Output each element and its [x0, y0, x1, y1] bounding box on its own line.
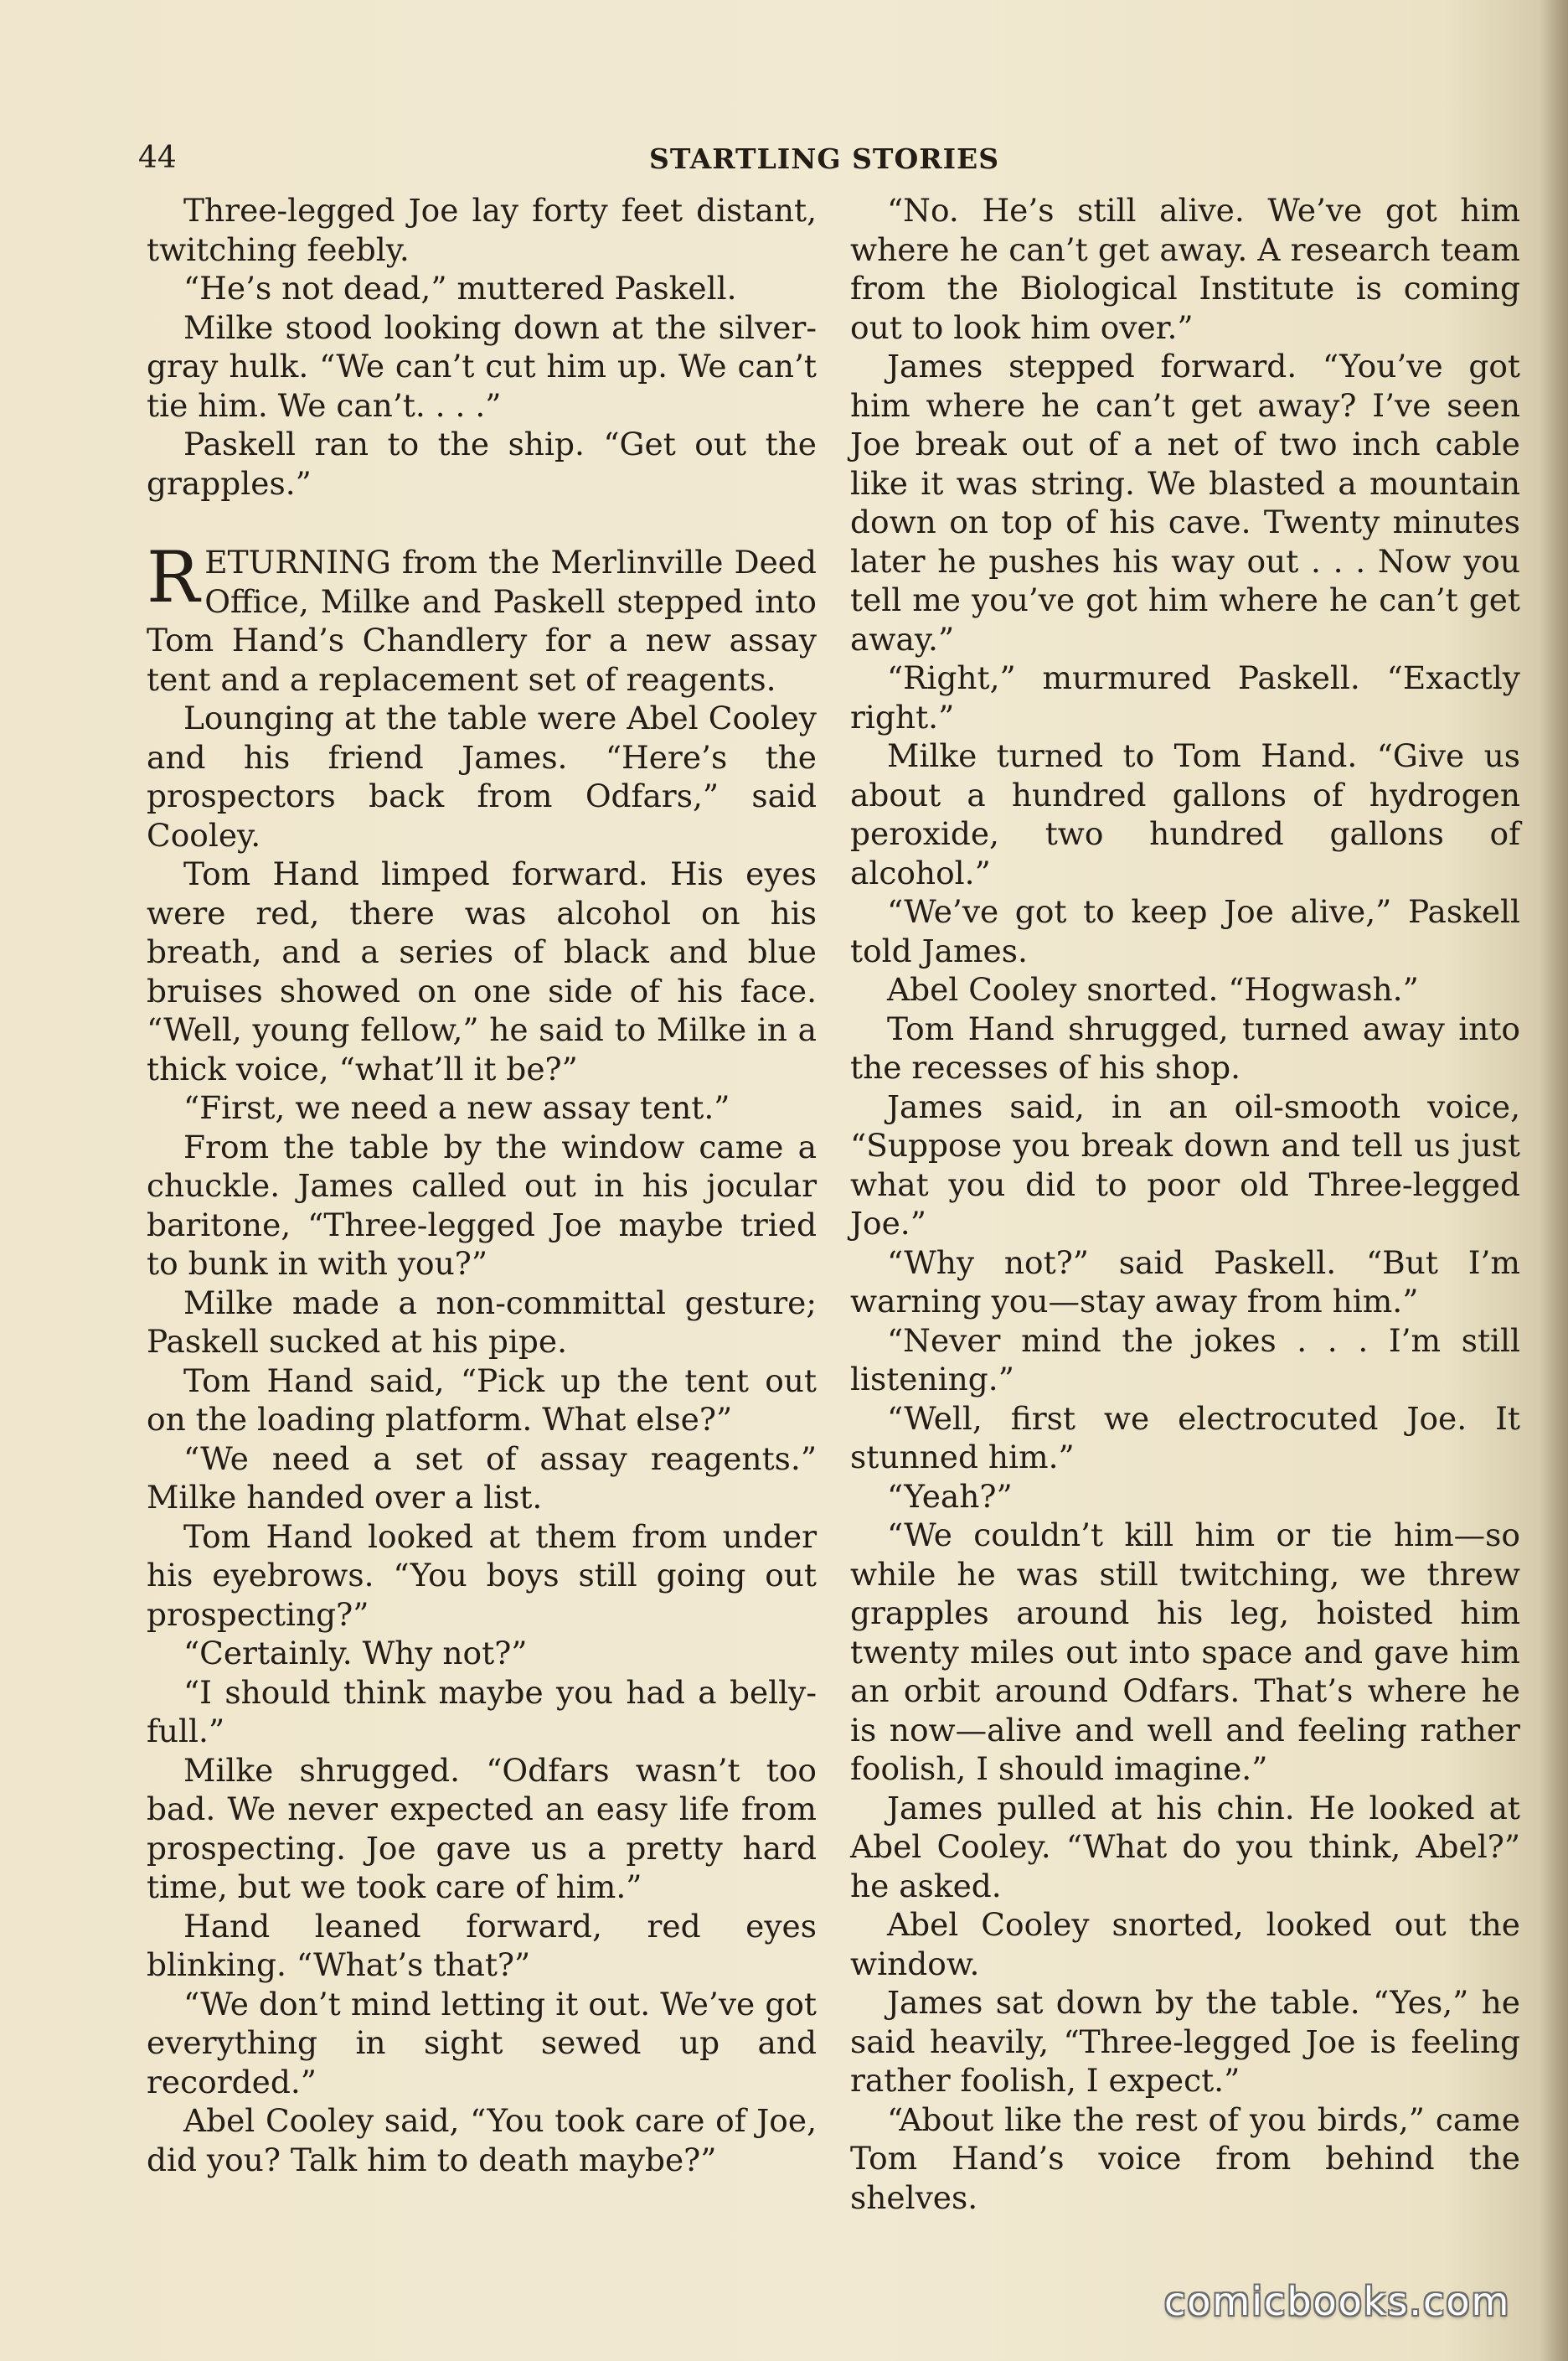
paragraph: “Never mind the jokes . . . I’m still listening.”: [850, 1321, 1520, 1397]
paragraph: “Well, first we electrocuted Joe. It stunned him.”: [850, 1399, 1520, 1475]
site-watermark: comicbooks.com: [1164, 2279, 1511, 2324]
paragraph: “We don’t mind letting it out. We’ve got everything in sight sewed up and recorded.”: [147, 1985, 817, 2100]
paragraph: “Why not?” said Paskell. “But I’m warning you—stay away from him.”: [850, 1243, 1520, 1320]
paragraph: From the table by the window came a chuckle. James called out in his jocular baritone, “Three-legged Joe maybe tried to bunk in with you?”: [147, 1128, 817, 1282]
paragraph: Tom Hand shrugged, turned away into the recesses of his shop.: [850, 1010, 1520, 1086]
paragraph: Milke shrugged. “Odfars wasn’t too bad. We never expected an easy life from prospecting. Joe gave us a pretty hard time, but we took care of him.”: [147, 1751, 817, 1905]
paragraph: “Certainly. Why not?”: [183, 1635, 528, 1671]
paragraph: “He’s not dead,” muttered Paskell.: [183, 270, 737, 307]
paragraph: Lounging at the table were Abel Cooley and his friend James. “Here’s the prospectors back from Odfars,” said Cooley.: [147, 700, 817, 854]
paragraph: Abel Cooley snorted, looked out the window.: [850, 1906, 1520, 1982]
paragraph: Hand leaned forward, red eyes blinking. “What’s that?”: [147, 1907, 817, 1983]
paragraph: “About like the rest of you birds,” came Tom Hand’s voice from behind the shelves.: [850, 2100, 1520, 2216]
section-opening-text: ETURNING from the Merlinville Deed Office, Milke and Paskell stepped into Tom Hand’s Chandlery for a new assay tent and a replacement set of reagents.: [147, 544, 817, 698]
paragraph: “We’ve got to keep Joe alive,” Paskell told James.: [850, 893, 1520, 969]
paragraph: Three-legged Joe lay forty feet distant, twitching feebly.: [147, 192, 817, 268]
page-spine-shadow: [1540, 0, 1568, 2361]
paragraph: “We couldn’t kill him or tie him—so while he was still twitching, we threw grapples around his leg, hoisted him twenty miles out into space and gave him an orbit around Odfars. That’s where he is now—alive and well and feeling rather foolish, I should imagine.”: [850, 1516, 1520, 1787]
section-opening-paragraph: [147, 536, 817, 699]
paragraph: James said, in an oil-smooth voice, “Suppose you break down and tell us just what you did to poor old Three-legged Joe.”: [850, 1088, 1520, 1242]
paragraph: Abel Cooley snorted. “Hogwash.”: [887, 971, 1419, 1008]
paragraph: “No. He’s still alive. We’ve got him where he can’t get away. A research team from the Biological Institute is coming out to look him over.”: [850, 192, 1520, 346]
paragraph: Milke turned to Tom Hand. “Give us about a hundred gallons of hydrogen peroxide, two hundred gallons of alcohol.”: [850, 737, 1520, 891]
paragraph: Abel Cooley said, “You took care of Joe, did you? Talk him to death maybe?”: [147, 2102, 817, 2178]
paragraph: Tom Hand looked at them from under his eyebrows. “You boys still going out prospecting?”: [147, 1517, 817, 1633]
paragraph: Tom Hand said, “Pick up the tent out on the loading platform. What else?”: [147, 1361, 817, 1438]
paragraph: “Right,” murmured Paskell. “Exactly right.”: [850, 659, 1520, 736]
paragraph: “Yeah?”: [887, 1477, 1013, 1515]
paragraph: Milke stood looking down at the silver-gray hulk. “We can’t cut him up. We can’t tie him. We can’t. . . .”: [147, 308, 817, 424]
left-column: [147, 191, 817, 2179]
page-number: 44: [138, 141, 177, 175]
paragraph: James stepped forward. “You’ve got him where he can’t get away? I’ve seen Joe break out of a net of two inch cable like it was string. We blasted a mountain down on top of his cave. Twenty minutes later he pushes his way out . . . Now you tell me you’ve got him where he can’t get away.”: [850, 348, 1520, 658]
paragraph: James pulled at his chin. He looked at Abel Cooley. “What do you think, Abel?” he asked.: [850, 1789, 1520, 1904]
paragraph: Paskell ran to the ship. “Get out the grapples.”: [147, 426, 817, 502]
paragraph: “First, we need a new assay tent.”: [183, 1089, 730, 1126]
right-column: [850, 191, 1520, 2217]
drop-cap: R: [147, 536, 200, 618]
paragraph: Tom Hand limped forward. His eyes were red, there was alcohol on his breath, and a series of black and blue bruises showed on one side of his face. “Well, young fellow,” he said to Milke in a thick voice, “what’ll it be?”: [147, 855, 817, 1088]
paragraph: James sat down by the table. “Yes,” he said heavily, “Three-legged Joe is feeling rather foolish, I expect.”: [850, 1984, 1520, 2099]
paragraph: “I should think maybe you had a belly-full.”: [147, 1673, 817, 1749]
paragraph: Milke made a non-committal gesture; Paskell sucked at his pipe.: [147, 1284, 817, 1360]
running-title: STARTLING STORIES: [649, 142, 1000, 175]
page-header: [138, 141, 1512, 183]
paragraph: “We need a set of assay reagents.” Milke handed over a list.: [147, 1439, 817, 1516]
